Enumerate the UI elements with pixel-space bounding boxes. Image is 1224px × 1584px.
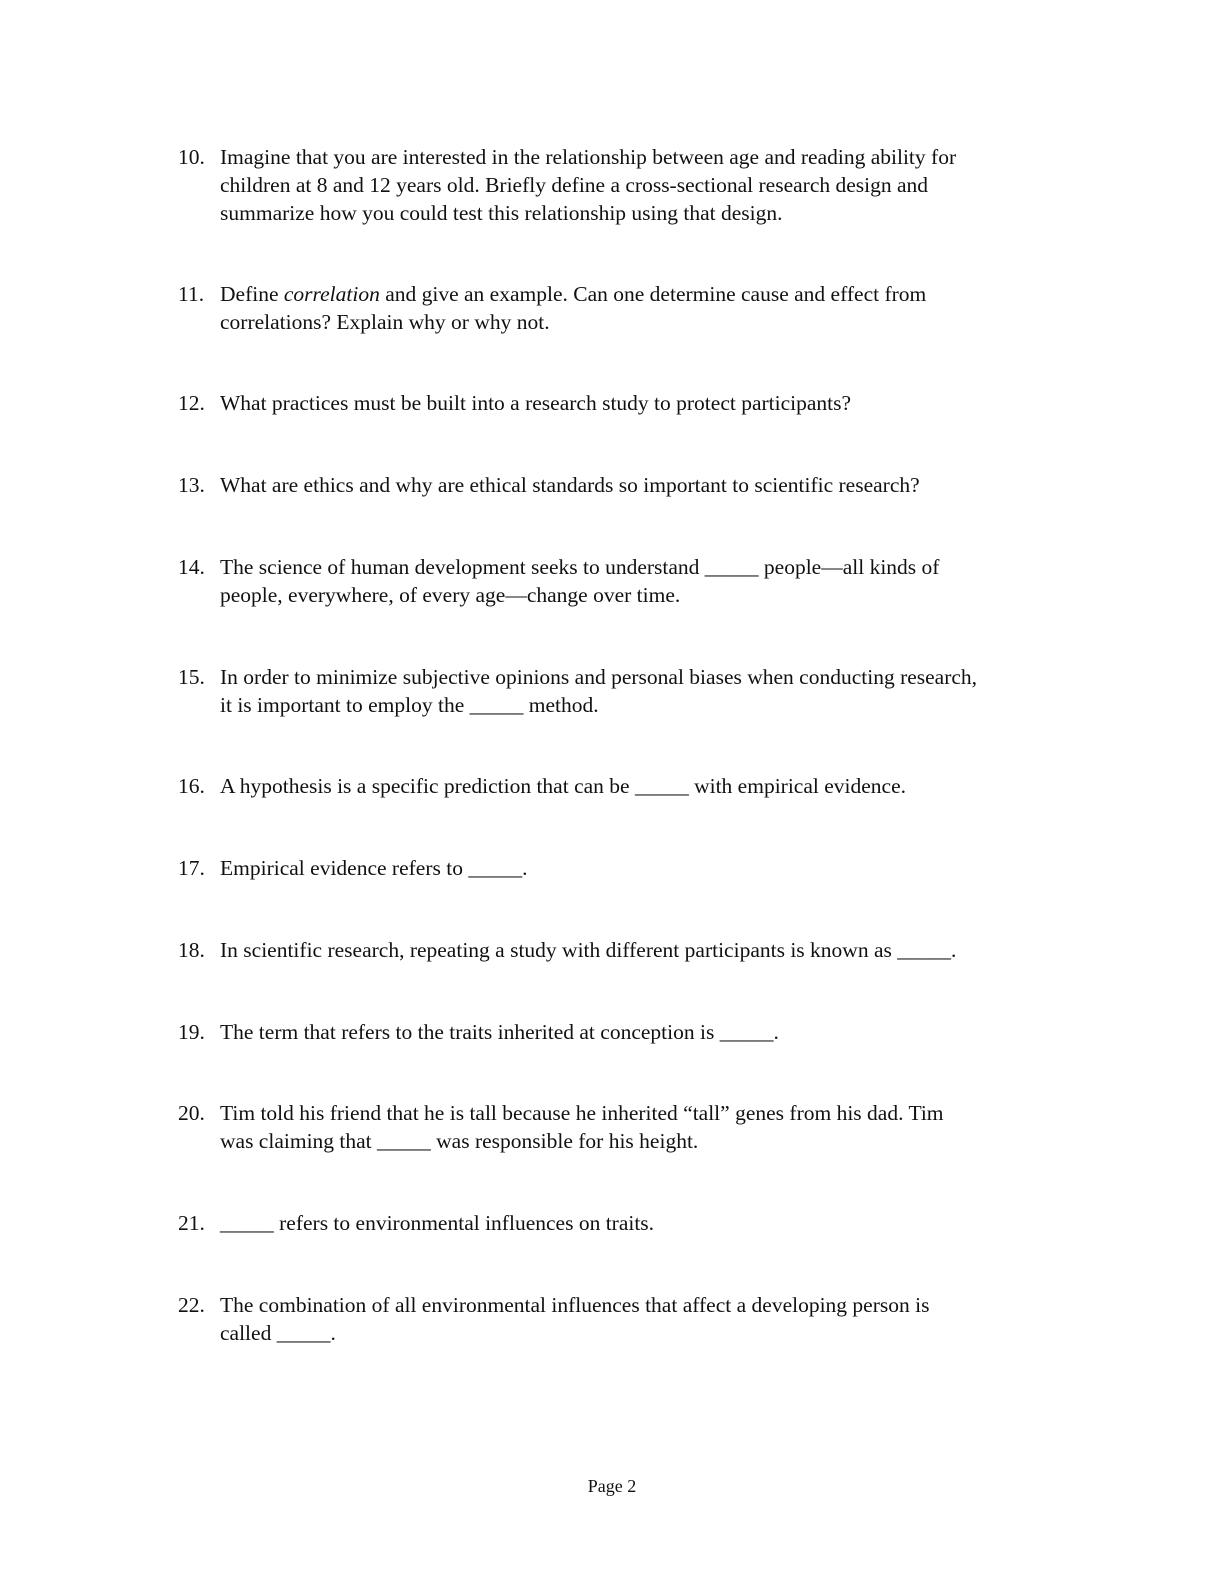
question-number: 21. xyxy=(178,1211,205,1235)
question-number: 22. xyxy=(178,1293,205,1317)
question-14 xyxy=(178,553,939,609)
question-18 xyxy=(178,936,956,964)
question-text: What are ethics and why are ethical standards so important to scientific research? xyxy=(220,473,920,497)
question-number: 15. xyxy=(178,665,205,689)
question-text: In order to minimize subjective opinions and personal biases when conducting research, it is important to employ the _____ method. xyxy=(220,665,978,717)
question-number: 13. xyxy=(178,473,205,497)
question-17 xyxy=(178,854,527,882)
question-number: 16. xyxy=(178,774,205,798)
page-number: Page 2 xyxy=(587,1476,637,1496)
question-text: In scientific research, repeating a study with different participants is known as _____. xyxy=(220,938,957,962)
question-text-emphasis: correlation xyxy=(283,282,380,306)
question-number: 18. xyxy=(178,938,205,962)
question-16 xyxy=(178,772,906,800)
question-19 xyxy=(178,1018,779,1046)
question-10 xyxy=(178,143,956,227)
question-13 xyxy=(178,471,920,499)
question-11 xyxy=(178,280,926,336)
question-number: 14. xyxy=(178,555,205,579)
question-text: Empirical evidence refers to _____. xyxy=(220,856,528,880)
question-20 xyxy=(178,1099,944,1155)
question-number: 19. xyxy=(178,1020,205,1044)
question-15 xyxy=(178,663,977,719)
question-12 xyxy=(178,389,851,417)
page-footer xyxy=(0,1474,1224,1498)
question-text xyxy=(220,280,926,336)
question-text-end: and give an example. Can one determine cause and effect from correlations? Explain why or why not. xyxy=(220,282,927,334)
question-number: 10. xyxy=(178,145,205,169)
question-21 xyxy=(178,1209,654,1237)
question-text: What practices must be built into a research study to protect participants? xyxy=(220,391,852,415)
question-text: A hypothesis is a specific prediction that can be _____ with empirical evidence. xyxy=(220,774,907,798)
question-number: 12. xyxy=(178,391,205,415)
question-number: 11. xyxy=(178,282,205,306)
question-text-start: Define xyxy=(220,282,284,306)
question-22 xyxy=(178,1291,929,1347)
question-text: The term that refers to the traits inherited at conception is _____. xyxy=(220,1020,779,1044)
question-text: The combination of all environmental influences that affect a developing person is called _____. xyxy=(220,1293,930,1345)
question-number: 17. xyxy=(178,856,205,880)
question-text: Tim told his friend that he is tall because he inherited “tall” genes from his dad. Tim was claiming that _____ was responsible for his height. xyxy=(220,1101,944,1153)
question-number: 20. xyxy=(178,1101,205,1125)
question-text: The science of human development seeks to understand _____ people—all kinds of people, everywhere, of every age—change over time. xyxy=(220,555,940,607)
question-text: _____ refers to environmental influences on traits. xyxy=(220,1211,655,1235)
question-text: Imagine that you are interested in the relationship between age and reading ability for children at 8 and 12 years old. Briefly define a cross-sectional research design and summarize how you could test this relationship using that design. xyxy=(220,145,957,225)
